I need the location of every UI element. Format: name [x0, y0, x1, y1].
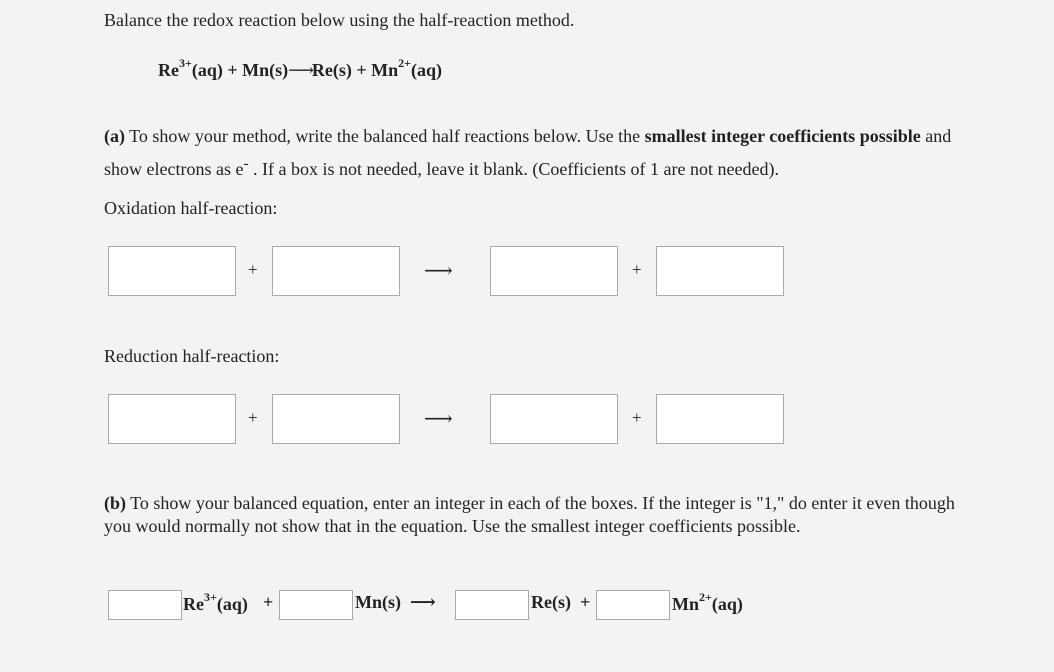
reduction-product-1-input[interactable] — [490, 394, 618, 444]
species-re-s: Re(s) — [531, 592, 571, 612]
part-a-instructions — [104, 122, 984, 183]
reduction-plus-1: + — [248, 408, 258, 427]
oxidation-label: Oxidation half-reaction: — [104, 198, 278, 218]
part-a-text3: . If a box is not needed, leave it blank. (Coefficients of 1 are not needed). — [248, 159, 779, 179]
re-ion-symbol: Re — [183, 594, 204, 614]
part-b-plus-2: + — [580, 592, 591, 612]
mn-ion-state: (aq) — [711, 594, 743, 614]
oxidation-plus-1: + — [248, 260, 258, 279]
oxidation-product-1-input[interactable] — [490, 246, 618, 296]
species-mn-ion — [672, 592, 743, 615]
eq-arrow: ⟶ — [288, 60, 312, 80]
species-mn-s: Mn(s) — [355, 592, 401, 612]
part-b-instructions — [104, 492, 964, 538]
reduction-product-2-input[interactable] — [656, 394, 784, 444]
eq-re-charge: 3+ — [179, 56, 192, 70]
reduction-arrow: ⟶ — [424, 408, 452, 430]
oxidation-reactant-2-input[interactable] — [272, 246, 400, 296]
oxidation-plus-2: + — [632, 260, 642, 279]
oxidation-product-2-input[interactable] — [656, 246, 784, 296]
reduction-reactant-1-input[interactable] — [108, 394, 236, 444]
eq-re-state: (aq) + Mn(s) — [191, 60, 289, 80]
part-a-bold: smallest integer coefficients possible — [644, 126, 921, 146]
mn-ion-charge: 2+ — [699, 590, 712, 604]
oxidation-arrow: ⟶ — [424, 260, 452, 282]
part-b-label: (b) — [104, 493, 126, 513]
eq-products: Re(s) + Mn — [311, 60, 399, 80]
part-b-arrow: ⟶ — [410, 592, 435, 612]
coef-mn-s-input[interactable] — [279, 590, 353, 620]
instructions-text: Balance the redox reaction below using the half-reaction method. — [104, 10, 575, 30]
eq-mn-charge: 2+ — [398, 56, 411, 70]
re-ion-charge: 3+ — [204, 590, 217, 604]
part-a-label: (a) — [104, 126, 125, 146]
eq-mn-state: (aq) — [411, 60, 442, 80]
reduction-reactant-2-input[interactable] — [272, 394, 400, 444]
reduction-plus-2: + — [632, 408, 642, 427]
coef-re-ion-input[interactable] — [108, 590, 182, 620]
re-ion-state: (aq) — [216, 594, 248, 614]
part-a-text2: and show electrons as e — [104, 126, 952, 179]
part-b-plus-1: + — [263, 592, 274, 612]
oxidation-reactant-1-input[interactable] — [108, 246, 236, 296]
mn-ion-symbol: Mn — [672, 594, 699, 614]
part-a-text1: To show your method, write the balanced half reactions below. Use the — [125, 126, 645, 146]
electron-minus: - — [243, 156, 249, 172]
reduction-label: Reduction half-reaction: — [104, 346, 280, 366]
eq-re: Re — [158, 60, 179, 80]
redox-equation — [158, 58, 442, 81]
species-re-ion — [183, 592, 248, 615]
coef-re-s-input[interactable] — [455, 590, 529, 620]
coef-mn-ion-input[interactable] — [596, 590, 670, 620]
part-b-text: To show your balanced equation, enter an integer in each of the boxes. If the integer is "1," do enter it even though you would normally not show that in the equation. Use the smallest integer coefficients possible. — [104, 493, 955, 536]
